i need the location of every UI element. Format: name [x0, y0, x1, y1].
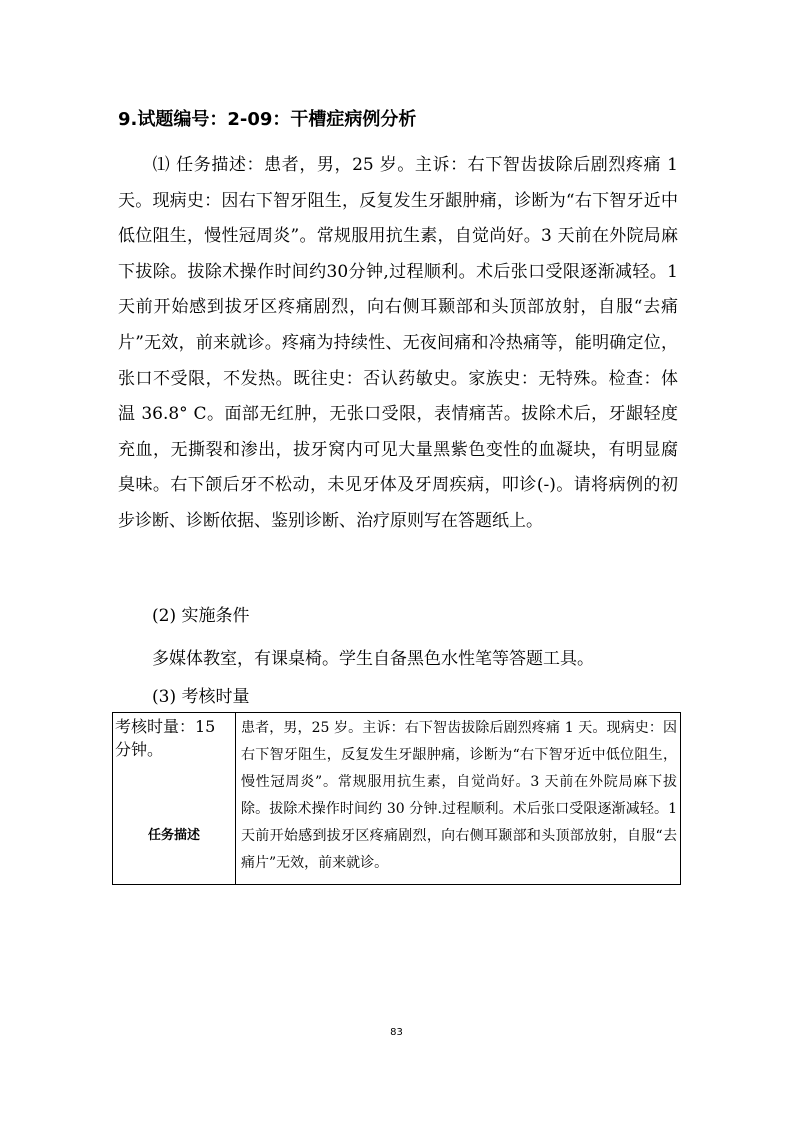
task-description-text: ⑴ 任务描述：患者，男，25 岁。主诉：右下智齿拔除后剧烈疼痛 1 天。现病史：因右下智牙阻生，反复发生牙龈肿痛，诊断为“右下智牙近中低位阻生，慢性冠周炎”。常规服用抗生素，自觉尚好。3 天前在外院局麻下拔除。拔除术操作时间约30分钟,过程顺利。术后张口受限逐渐减轻。1 天前开始感到拔牙区疼痛剧烈，向右侧耳颞部和头顶部放射，自服“去痛片”无效，前来就诊。疼痛为持续性、无夜间痛和冷热痛等，能明确定位，张口不受限，不发热。既往史：否认药敏史。家族史：无特殊。检查：体温 36.8° C。面部无红肿，无张口受限，表情痛苦。拔除术后，牙龈轻度充血，无撕裂和渗出，拔牙窝内可见大量黑紫色变性的血凝块，有明显腐臭味。右下颌后牙不松动，未见牙体及牙周疾病，叩诊(-)。请将病例的初步诊断、诊断依据、鉴别诊断、治疗原则写在答题纸上。	[118, 155, 678, 531]
table-time-cell: 考核时量：15 分钟。	[115, 717, 216, 759]
table-task-text: 患者，男，25 岁。主诉：右下智齿拔除后剧烈疼痛 1 天。现病史：因右下智牙阻生，反复发生牙龈肿痛，诊断为“右下智牙近中低位阻生，慢性冠周炎”。常规服用抗生素，自觉尚好。3 天前在外院局麻下拔除。拔除术操作时间约 30 分钟.过程顺利。术后张口受限逐渐减轻。1 天前开始感到拔牙区疼痛剧烈，向右侧耳颞部和头顶部放射，自服“去痛片”无效，前来就诊。	[241, 720, 677, 871]
page-number: 83	[390, 1027, 403, 1038]
question-title: 9.试题编号：2-09：干槽症病例分析	[118, 109, 417, 130]
table-column-divider	[235, 713, 236, 884]
task-description-paragraph	[118, 148, 678, 540]
section-time-heading: (3) 考核时量	[152, 687, 250, 707]
assessment-table	[112, 712, 681, 885]
section-conditions-body: 多媒体教室，有课桌椅。学生自备黑色水性笔等答题工具。	[152, 649, 594, 669]
table-task-label: 任务描述	[147, 828, 200, 843]
section-conditions-heading: (2) 实施条件	[152, 606, 250, 626]
